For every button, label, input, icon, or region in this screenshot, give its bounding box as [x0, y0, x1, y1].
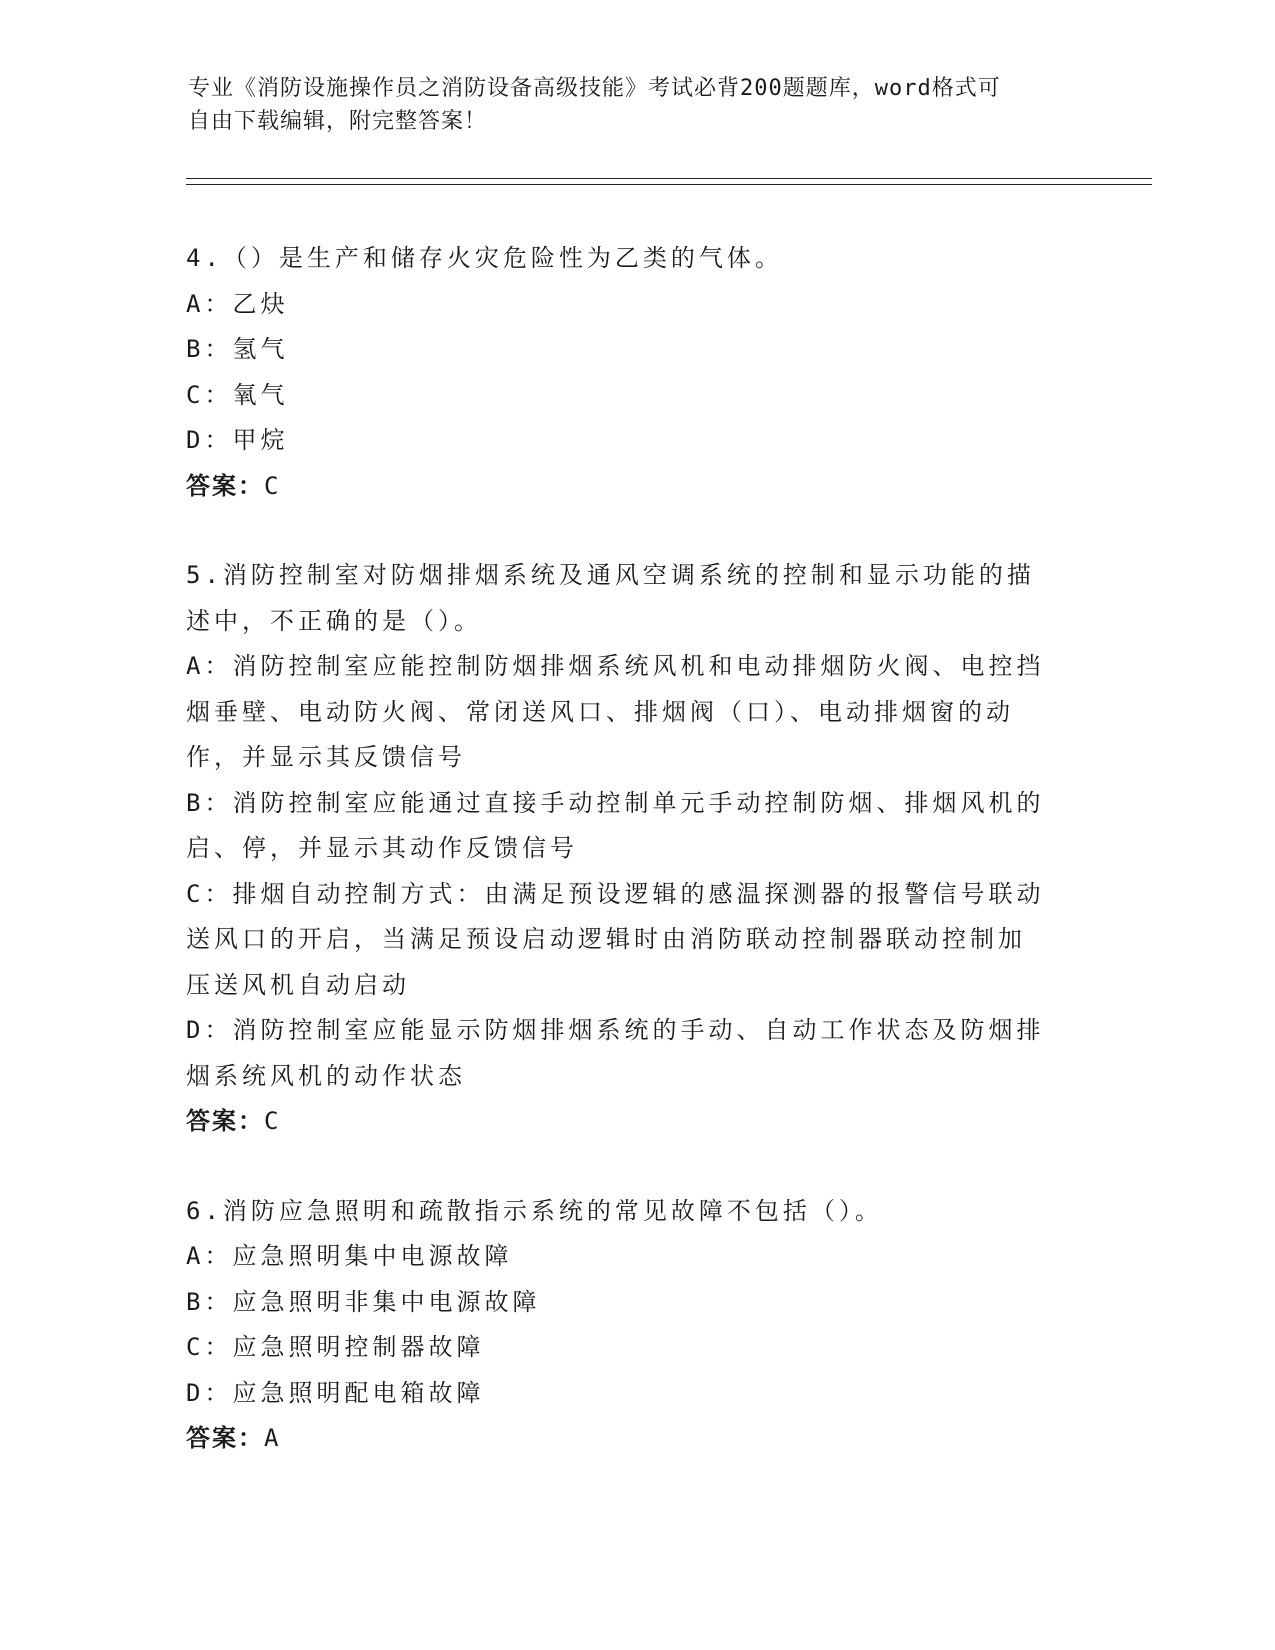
- answer-label: 答案：: [186, 1424, 264, 1452]
- option-b: 启、停，并显示其动作反馈信号: [186, 834, 578, 862]
- answer-line: [186, 1416, 1086, 1462]
- question-stem: 4.（）是生产和储存火灾危险性为乙类的气体。: [186, 244, 783, 272]
- option-a: A：乙炔: [186, 289, 289, 318]
- question-stem: 述中，不正确的是（）。: [186, 606, 482, 635]
- question-stem: 5.消防控制室对防烟排烟系统及通风空调系统的控制和显示功能的描: [186, 561, 1035, 589]
- answer-value: A: [264, 1424, 279, 1452]
- option-b: B：应急照明非集中电源故障: [186, 1287, 541, 1316]
- option-c: C：氧气: [186, 380, 289, 409]
- question-block: [186, 553, 1086, 1145]
- header-line-2: 自由下载编辑，附完整答案！: [188, 109, 488, 134]
- option-a: A：消防控制室应能控制防烟排烟系统风机和电动排烟防火阀、电控挡: [186, 652, 1045, 680]
- answer-line: [186, 464, 1086, 510]
- answer-value: C: [264, 1107, 279, 1135]
- answer-label: 答案：: [186, 1107, 264, 1135]
- answer-label: 答案：: [186, 471, 264, 500]
- option-d: D：应急照明配电箱故障: [186, 1378, 485, 1407]
- option-c: 压送风机自动启动: [186, 970, 410, 999]
- option-a: 烟垂壁、电动防火阀、常闭送风口、排烟阀（口）、电动排烟窗的动: [186, 697, 1014, 726]
- option-c: C：排烟自动控制方式：由满足预设逻辑的感温探测器的报警信号联动: [186, 879, 1045, 908]
- option-a: A：应急照明集中电源故障: [186, 1242, 513, 1270]
- answer-line: [186, 1099, 1086, 1145]
- question-block: [186, 1189, 1086, 1462]
- option-c: 送风口的开启，当满足预设启动逻辑时由消防联动控制器联动控制加: [186, 925, 1026, 953]
- option-d: 烟系统风机的动作状态: [186, 1061, 466, 1090]
- document-header: [188, 72, 1068, 138]
- option-d: D：甲烷: [186, 426, 289, 454]
- option-d: D：消防控制室应能显示防烟排烟系统的手动、自动工作状态及防烟排: [186, 1016, 1045, 1044]
- answer-value: C: [264, 471, 279, 500]
- question-list: [186, 236, 1086, 1506]
- header-divider: [186, 178, 1152, 185]
- question-block: [186, 236, 1086, 509]
- header-line-1: 专业《消防设施操作员之消防设备高级技能》考试必背200题题库，word格式可: [188, 76, 1001, 101]
- option-a: 作，并显示其反馈信号: [186, 743, 466, 771]
- option-c: C：应急照明控制器故障: [186, 1333, 485, 1361]
- option-b: B：氢气: [186, 335, 289, 363]
- option-b: B：消防控制室应能通过直接手动控制单元手动控制防烟、排烟风机的: [186, 788, 1045, 817]
- question-stem: 6.消防应急照明和疏散指示系统的常见故障不包括（）。: [186, 1196, 883, 1225]
